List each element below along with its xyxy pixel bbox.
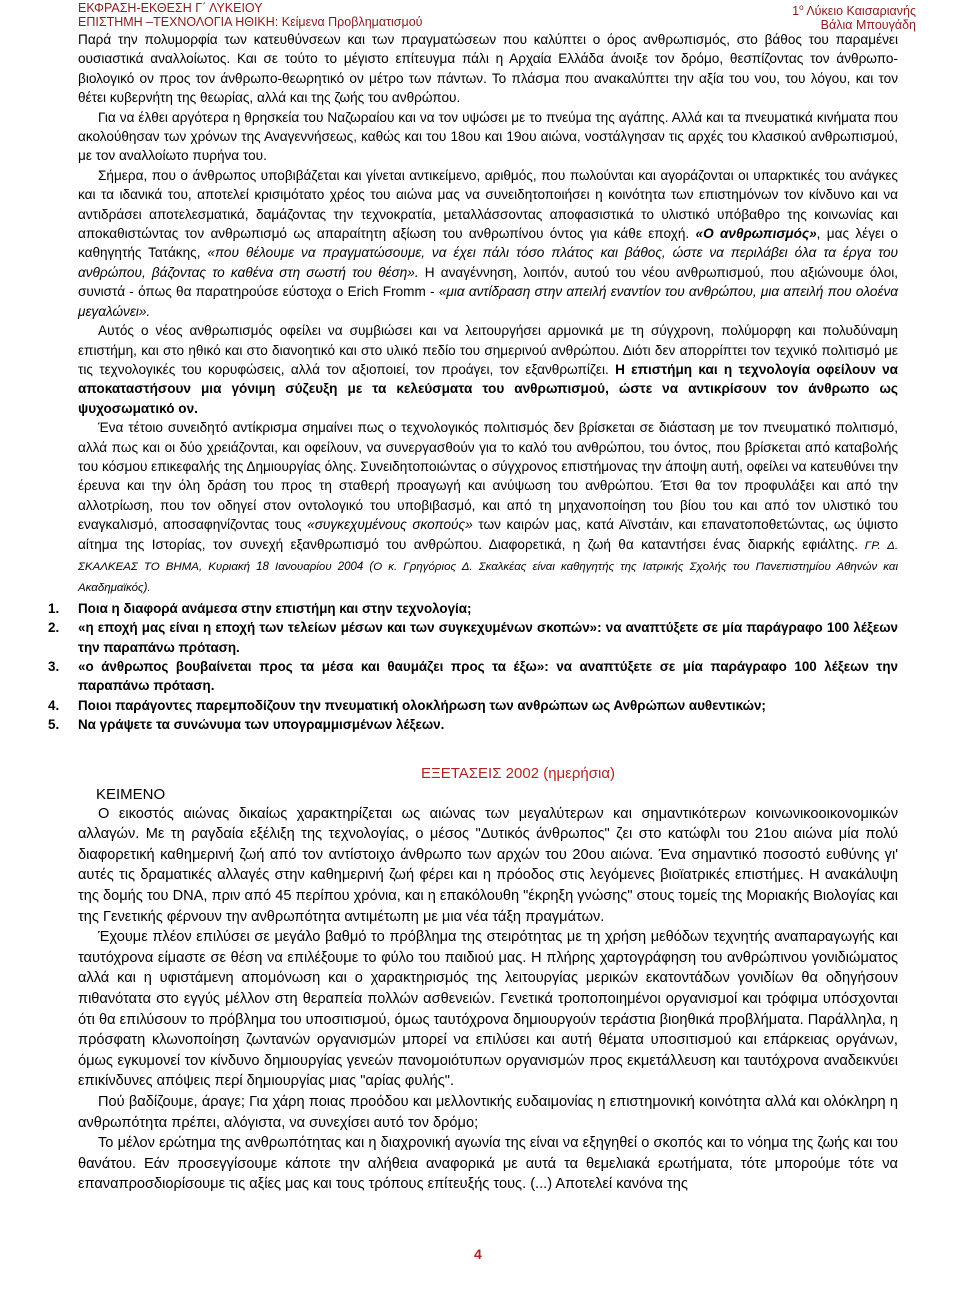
paragraph-5 [78,418,898,599]
page-number: 4 [474,1246,482,1262]
question-item [48,696,898,715]
paragraph-3 [78,166,898,321]
exam-text [78,804,898,1195]
p3-part-e: Η αναγέννηση, λοιπόν, αυτού του νέου ανθρωπισμού, που αξιώνουμε όλοι, συνιστά - όπως θα παρατηρούσε εύστοχα ο Erich Fromm - [78,264,898,300]
question-text: Να γράψετε τα συνώνυμα των υπογραμμισμένων λέξεων. [78,717,445,733]
document-body [48,30,899,1195]
p3-quote-humanism: «Ο ανθρωπισμός» [695,226,817,242]
paragraph-4 [78,321,898,418]
header-left [78,1,423,29]
exam-paragraph-2: Έχουμε πλέον επιλύσει σε μεγάλο βαθμό το πρόβλημα της στειρότητας με τη χρήση μεθόδων τεχνητής αναπαραγωγής και ταυτόχρονα είμαστε σε θέση να επιλέξουμε το φύλο του παιδιού μας. Η πλήρης χαρτογράφηση του ανθρώπινου γονιδιώματος αλλά και η υφιστάμενη απομόνωση και ο χαρακτηρισμός της λειτουργίας μερικών εκατοντάδων γονιδίων θα οδηγήσουν πιθανότατα στο εγγύς μέλλον στη θεραπεία πολλών ασθενειών. Γενετικά τροποποιημένοι οργανισμοί και τρόφιμα υπόσχονται ότι θα επιλύσουν το πρόβλημα του υποσιτισμού, όμως ταυτόχρονα δημιουργούν τεράστια βιοηθικά προβλήματα. Παράλληλα, η πρόσφατη κλωνοποίηση ζωντανών οργανισμών μπορεί να επιλύσει και αυτή θέματα υποσιτισμού και επάρκειας οργάνων, όμως εγκυμονεί τον κίνδυνο δημιουργίας γενεών πανομοιότυπων οργανισμών προς εκμετάλλευση και ταυτόχρονα αναδεικνύει επικίνδυνες απόψεις περί δημιουργίας μιας "αρίας φυλής". [78,929,898,1090]
source-citation: ΓΡ. Δ. ΣΚΑΛΚΕΑΣ ΤΟ ΒΗΜΑ, Κυριακή 18 Ιανουαρίου 2004 (Ο κ. Γρηγόριος Δ. Σκαλκέας είναι καθηγητής της Ιατρικής Σχολής του Πανεπιστημίου Αθηνών και Ακαδημαϊκός). [78,539,899,595]
p5-quote: «συγκεχυμένους σκοπούς» [307,517,473,533]
paragraph-1: Παρά την πολυμορφία των κατευθύνσεων και των πραγματώσεων που καλύπτει ο όρος ανθρωπισμός, στο βάθος του παραμένει ουσιαστικά αναλλοίωτος. Και σε τούτο το μέγιστο επίτευγμα πάλι η Αρχαία Ελλάδα άνοιξε τον δρόμο, θεσπίζοντας τον άνθρωπο-βιολογικό ον προς τον άνθρωπο-θεωρητικό ον μέτρο των πάντων. Το πλάσμα που ανακαλύπτει την αξία του νου, του λόγου, και τον θέτει κυβερνήτη της θεωρίας, αλλά και της ζωής του ανθρώπου. [78,32,898,106]
exam-paragraph-4: Το μέλον ερώτημα της ανθρωπότητας και η διαχρονική αγωνία της είναι να εξηγηθεί ο σκοπός και το νόημα της ζωής και του θανάτου. Εάν προσεγγίσουμε κάποτε την αλήθεια αναφορικά με αυτά τα θεμελιακά ερωτήματα, τότε μπορούμε τότε να επαναπροσδιορίσουμε τις αξίες μας και τους τρόπους επίτευξής τους. (...) Αποτελεί κανόνα της [78,1135,898,1193]
p3-part-c: , μας λέγει ο καθηγητής Τατάκης, [78,226,898,261]
question-text: Ποιοι παράγοντες παρεμποδίζουν την πνευματική ολοκλήρωση των ανθρώπων ως Ανθρώπων αυθεντικών; [78,697,766,713]
question-item [48,599,898,618]
p3-quote-tatakis: «που θέλουμε να πραγματώσουμε, να έχει πάλι τόσο πλάτος και βάθος, ώστε να περιλάβει όλα τα έργα του ανθρώπου, βάζοντας το καθένα στη σωστή του θέση». [78,245,898,280]
page-header [78,0,916,33]
question-text: «η εποχή μας είναι η εποχή των τελείων μέσων και των συγκεχυμένων σκοπών»: να αναπτύξετε σε μία παράγραφο 100 λέξεων την παραπάνω πρόταση. [78,620,898,655]
p4-part-a: Αυτός ο νέος ανθρωπισμός οφείλει να συμβιώσει και να λειτουργήσει αρμονικά με τη σύγχρονη, πολύμορφη και πολυδύναμη επιστήμη, και στο ηθικό και στο διανοητικό και στο υλικό πεδίο του σημερινού ανθρώπου. Διότι δεν απορρίπτει τον τεχνικό πολιτισμό με τις τεχνολογικές του κορυφώσεις, αλλά τον αξιοποιεί, τον προάγει, τον εξανθρωπίζει. [78,323,898,377]
exam-paragraph-3: Πού βαδίζουμε, άραγε; Για χάρη ποιας προόδου και μελλοντικής ευδαιμονίας η επιστημονική κοινότητα αλλά και ολόκληρη η ανθρωπότητα πρέπει, αλόγιστα, να συνεχίσει αυτό τον δρόμο; [78,1093,898,1131]
p3-quote-fromm: «μια αντίδραση στην απειλή εναντίον του ανθρώπου, μια απειλή που ολοένα μεγαλώνει». [78,284,899,319]
exam-title: ΕΞΕΤΑΣΕΙΣ 2002 (ημερήσια) [420,764,616,782]
p5-part-c: των καιρών μας, κατά Αϊνστάιν, και επανατοποθετώντας, ως ύψιστο αίτημα της Ιστορίας, τον συνεχή εξανθρωπισμό του ανθρώπου. Διαφορετικά, η ζωή θα καταντήσει ένας διαρκής εφιάλτης. [78,517,899,552]
questions-list [48,599,898,735]
p4-bold-thesis: Η επιστήμη και η τεχνολογία οφείλουν να αποκαταστήσουν μια γόνιμη σύζευξη με τα κελεύσματα του ανθρωπισμού, ώστε να αντικρίσουν τον άνθρωπο ως ψυχοσωματικό ον. [78,361,898,416]
question-number: 3. [48,659,60,674]
question-number: 4. [48,697,60,713]
question-number: 5. [48,717,60,733]
question-text: Ποια η διαφορά ανάμεσα στην επιστήμη και στην τεχνολογία; [78,600,472,616]
header-topic: ΕΠΙΣΤΗΜΗ –ΤΕΧΝΟΛΟΓΙΑ ΗΘΙΚΗ: Κείμενα Προβληματισμού [78,15,423,29]
header-author: Βάλια Μπουγάδη [820,18,916,33]
question-item [48,715,898,734]
question-number: 1. [48,600,60,616]
header-school-num: 1 [792,4,800,19]
exam-text-heading: ΚΕΙΜΕΝΟ [96,785,166,803]
header-right [792,1,916,32]
question-item [48,618,898,657]
exam-paragraph-1: Ο εικοστός αιώνας δικαίως χαρακτηρίζεται ως αιώνας των μεγαλύτερων και σημαντικότερων κοινωνικοοικονομικών αλλαγών. Με τη ραγδαία εξέλιξη της τεχνολογίας, ο μέσος "Δυτικός άνθρωπος" ζει στο κατώφλι του 21ου αιώνα μία πολύ διαφορετική καθημερινή ζωή από τον αντίστοιχο άνθρωπο των αρχών του 20ου αιώνα. Ένα σημαντικό ποσοστό ευθύνης γι' αυτές τις δραματικές αλλαγές στην καθημερινή ζωή φέρει και η πρόοδος στις λεγόμενες βιοϊατρικές επιστήμες. Η ανακάλυψη της δομής του DNA, πριν από 45 περίπου χρόνια, και η επακόλουθη "έκρηξη γνώσης" στους τομείς της Μοριακής Βιολογίας και της Γενετικής φέρνουν την ανθρωπότητα αντιμέτωπη με μια νέα τάξη πραγμάτων. [78,805,898,925]
p5-part-a: Ένα τέτοιο συνειδητό αντίκρισμα σημαίνει πως ο τεχνολογικός πολιτισμός δεν βρίσκεται σε διάσταση με τον πνευματικό πολιτισμό, αλλά πως και οι δύο χρειάζονται, και οφείλουν, να συνεργασθούν για το καλό του ανθρώπου, του όντος, που βρίσκεται από καταβολής του κόσμου επικεφαλής της Δημιουργίας όλης. Συνειδητοποιώντας ο σύγχρονος επιστήμονας την άποψη αυτή, οφείλει να κατευθύνει την έρευνα και την όλη δράση του προς τη σταθερή προαγωγή και ανύψωση του ανθρώπου. Έτσι θα τον προφυλάξει και από την αλλοτρίωση, που τον οδηγεί στον οντολογικό του υποβιβασμό, και από τη μηχανοποίηση του βίου του και από τον υλιστικό του εναγκαλισμό, αποσαφηνίζοντας τους [78,420,898,533]
header-school-sup: ο [799,3,804,12]
p3-part-a: Σήμερα, που ο άνθρωπος υποβιβάζεται και γίνεται αντικείμενο, αριθμός, που πωλούνται και αγοράζονται οι υπαρκτικές του ανάγκες και τα ιδανικά του, αποτελεί κρισιμότατο χρέος του αιώνα μας να συνειδητοποιήσει η κοινότητα των επιστημόνων τον κίνδυνο και να αντιδράσει αποτελεσματικά, δαμάζοντας την τεχνοκρατία, μεταλλάσσοντας αποφασιστικά το υλιστικό υπόβαθρο της κοινωνίας και αποκαθιστώντας τον ανθρωπισμό ως απαραίτητη αξίωση του ανθρωπίνου όντος για κάθε εποχή. [78,167,898,242]
paragraph-2: Για να έλθει αργότερα η θρησκεία του Ναζωραίου και να τον υψώσει με το πνεύμα της αγάπης. Αλλά και τα πνευματικά κινήματα που ακολούθησαν των χρόνων της Αναγεννήσεως, καθώς και του 18ου και 19ου αιώνα, νοστάλγησαν τις αρχές του κλασικού ανθρωπισμού, με τον αναλλοίωτο πυρήνα του. [78,109,898,164]
question-item [48,657,898,696]
header-school [792,1,916,18]
question-text: «ο άνθρωπος βουβαίνεται προς τα μέσα και θαυμάζει προς τα έξω»: να αναπτύξετε σε μία παράγραφο 100 λέξεων την παραπάνω πρόταση. [78,659,898,694]
header-school-name: Λύκειο Καισαριανής [803,4,916,19]
question-number: 2. [48,620,60,636]
header-course-title: ΕΚΦΡΑΣΗ-ΕΚΘΕΣΗ Γ΄ ΛΥΚΕΙΟΥ [78,1,263,15]
